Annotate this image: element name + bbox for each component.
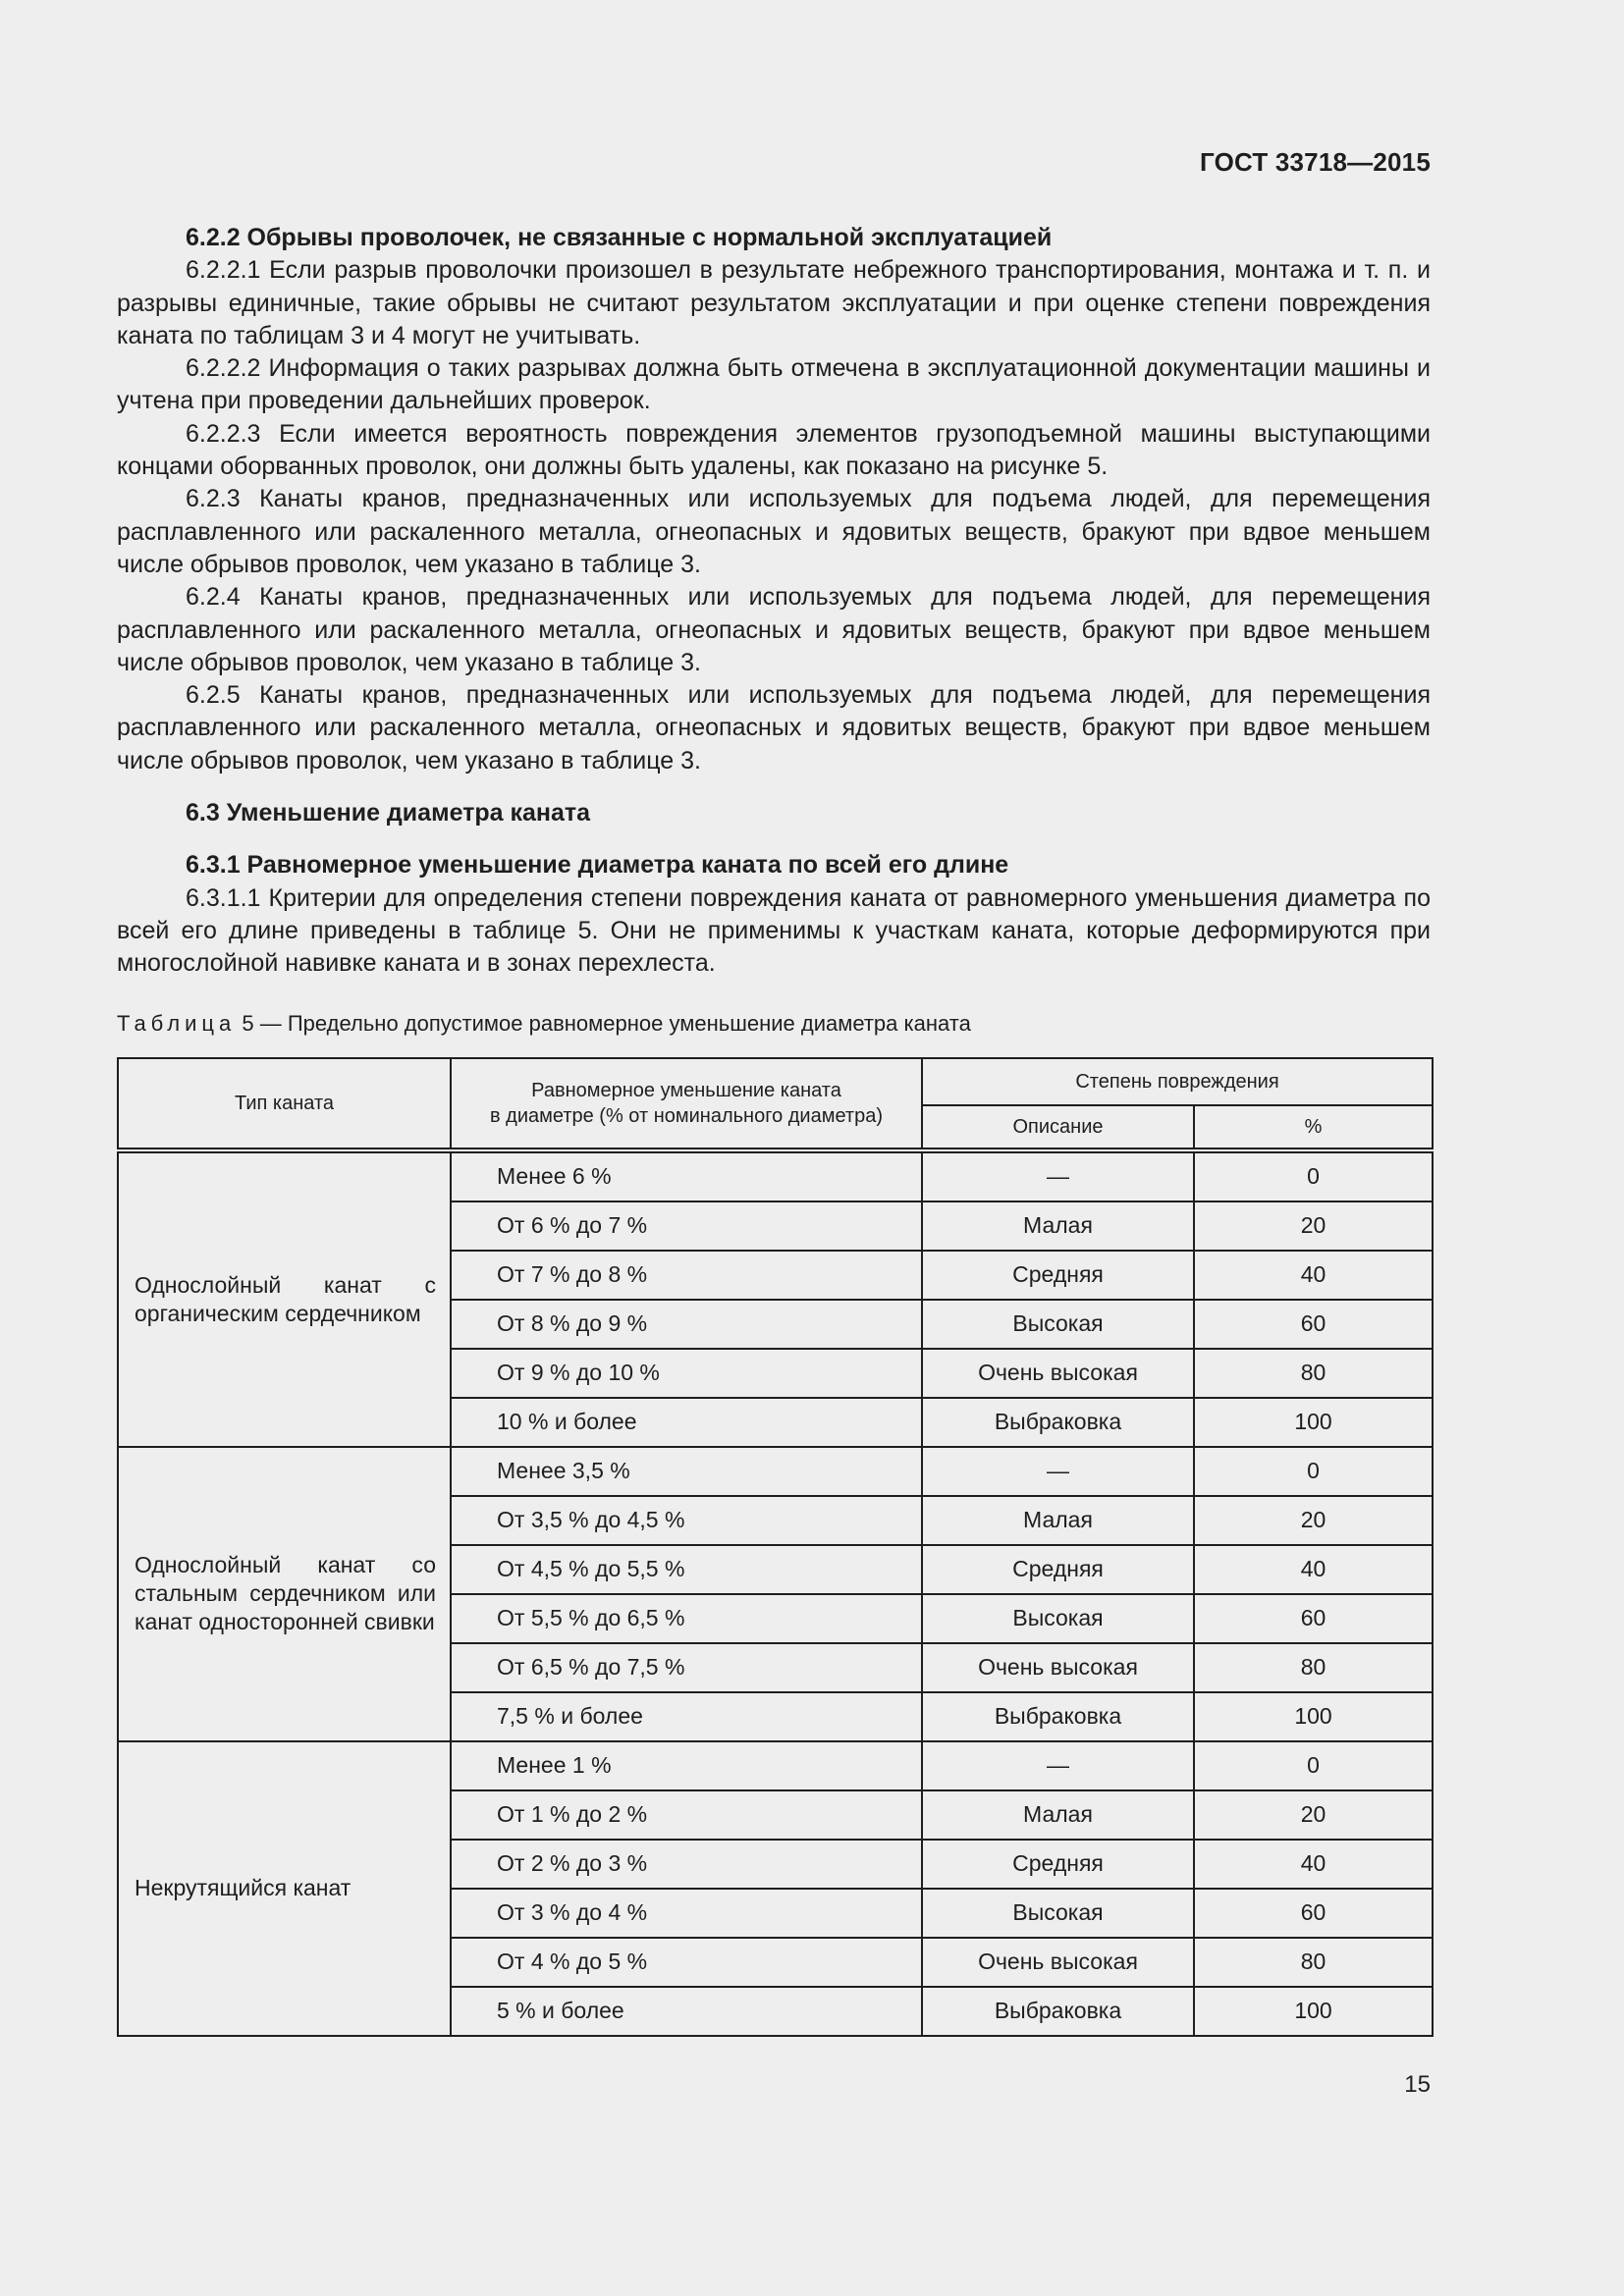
paragraph-6-2-2-2: 6.2.2.2 Информация о таких разрывах должна быть отмечена в эксплуатационной документации машины и учтена при проведении дальнейших проверок. (117, 354, 1431, 415)
percent-cell: 60 (1194, 1594, 1433, 1643)
header-percent: % (1194, 1105, 1433, 1150)
paragraph-6-2-3: 6.2.3 Канаты кранов, предназначенных или используемых для подъема людей, для перемещения расплавленного или раскаленного металла, огнеопасных и ядовитых веществ, бракуют при вдвое меньшем числе обрывов проволок, чем указано в таблице 3. (117, 485, 1431, 578)
range-cell: От 5,5 % до 6,5 % (451, 1594, 922, 1643)
percent-cell: 40 (1194, 1251, 1433, 1300)
header-damage-degree: Степень повреждения (922, 1058, 1433, 1105)
range-cell: 5 % и более (451, 1987, 922, 2036)
section-heading-6-3-1: 6.3.1 Равномерное уменьшение диаметра каната по всей его длине (186, 851, 1009, 880)
range-cell: Менее 1 % (451, 1741, 922, 1790)
paragraph-6-2-5: 6.2.5 Канаты кранов, предназначенных или используемых для подъема людей, для перемещения расплавленного или раскаленного металла, огнеопасных и ядовитых веществ, бракуют при вдвое меньшем числе обрывов проволок, чем указано в таблице 3. (117, 681, 1431, 774)
range-cell: От 4,5 % до 5,5 % (451, 1545, 922, 1594)
percent-cell: 0 (1194, 1741, 1433, 1790)
range-cell: От 2 % до 3 % (451, 1840, 922, 1889)
table-body (118, 1150, 1433, 2036)
description-cell: Малая (922, 1790, 1194, 1840)
diameter-reduction-table (117, 1057, 1434, 2037)
header-reduction-line1: Равномерное уменьшение каната (531, 1079, 841, 1101)
percent-cell: 60 (1194, 1889, 1433, 1938)
percent-cell: 20 (1194, 1790, 1433, 1840)
range-cell: От 3 % до 4 % (451, 1889, 922, 1938)
percent-cell: 80 (1194, 1643, 1433, 1692)
paragraph-6-2-4: 6.2.4 Канаты кранов, предназначенных или используемых для подъема людей, для перемещения расплавленного или раскаленного металла, огнеопасных и ядовитых веществ, бракуют при вдвое меньшем числе обрывов проволок, чем указано в таблице 3. (117, 583, 1431, 676)
range-cell: От 4 % до 5 % (451, 1938, 922, 1987)
range-cell: От 8 % до 9 % (451, 1300, 922, 1349)
section-heading-6-2-2: 6.2.2 Обрывы проволочек, не связанные с нормальной эксплуатацией (186, 224, 1053, 251)
table-row (118, 1741, 1433, 1790)
description-cell: Выбраковка (922, 1987, 1194, 2036)
header-rope-type: Тип каната (118, 1058, 451, 1150)
description-cell: Очень высокая (922, 1349, 1194, 1398)
paragraph-6-3-1-1: 6.3.1.1 Критерии для определения степени повреждения каната от равномерного уменьшения диаметра по всей его длине приведены в таблице 5. Они не применимы к участкам каната, которые деформируются при многослойной навивке каната и в зонах перехлеста. (117, 883, 1431, 978)
page-content (117, 222, 1431, 2037)
percent-cell: 0 (1194, 1150, 1433, 1201)
percent-cell: 20 (1194, 1496, 1433, 1545)
range-cell: 10 % и более (451, 1398, 922, 1447)
description-cell: Средняя (922, 1251, 1194, 1300)
range-cell: От 3,5 % до 4,5 % (451, 1496, 922, 1545)
description-cell: — (922, 1150, 1194, 1201)
range-cell: 7,5 % и более (451, 1692, 922, 1741)
range-cell: От 6 % до 7 % (451, 1201, 922, 1251)
table-caption (117, 1010, 1431, 1038)
description-cell: Высокая (922, 1300, 1194, 1349)
header-reduction-line2: в диаметре (% от номинального диаметра) (489, 1104, 883, 1127)
description-cell: Средняя (922, 1545, 1194, 1594)
table-row (118, 1150, 1433, 1201)
range-cell: От 9 % до 10 % (451, 1349, 922, 1398)
range-cell: Менее 3,5 % (451, 1447, 922, 1496)
section-heading-6-3: 6.3 Уменьшение диаметра каната (186, 799, 591, 828)
range-cell: От 6,5 % до 7,5 % (451, 1643, 922, 1692)
description-cell: Малая (922, 1201, 1194, 1251)
description-cell: Малая (922, 1496, 1194, 1545)
rope-type-cell: Однослойный канат с органическим сердечником (118, 1150, 451, 1447)
rope-type-cell: Однослойный канат со стальным сердечником или канат односторонней свивки (118, 1447, 451, 1741)
percent-cell: 40 (1194, 1545, 1433, 1594)
table-caption-text: 5 — Предельно допустимое равномерное уменьшение диаметра каната (242, 1010, 971, 1036)
description-cell: Средняя (922, 1840, 1194, 1889)
description-cell: — (922, 1741, 1194, 1790)
description-cell: Высокая (922, 1889, 1194, 1938)
table-row (118, 1447, 1433, 1496)
percent-cell: 80 (1194, 1349, 1433, 1398)
range-cell: Менее 6 % (451, 1150, 922, 1201)
range-cell: От 7 % до 8 % (451, 1251, 922, 1300)
header-description: Описание (922, 1105, 1194, 1150)
description-cell: Высокая (922, 1594, 1194, 1643)
percent-cell: 100 (1194, 1987, 1433, 2036)
page-number: 15 (1404, 2071, 1431, 2098)
paragraph-6-2-2-3: 6.2.2.3 Если имеется вероятность повреждения элементов грузоподъемной машины выступающими концами оборванных проволок, они должны быть удалены, как показано на рисунке 5. (117, 419, 1431, 481)
percent-cell: 80 (1194, 1938, 1433, 1987)
rope-type-cell: Некрутящийся канат (118, 1741, 451, 2036)
document-id-header: ГОСТ 33718—2015 (1200, 147, 1431, 177)
description-cell: Очень высокая (922, 1643, 1194, 1692)
table-caption-label: Таблица (117, 1010, 237, 1036)
header-reduction (451, 1058, 922, 1150)
percent-cell: 100 (1194, 1692, 1433, 1741)
description-cell: Выбраковка (922, 1692, 1194, 1741)
paragraph-6-2-2-1: 6.2.2.1 Если разрыв проволочки произошел в результате небрежного транспортирования, монтажа и т. п. и разрывы единичные, такие обрывы не считают результатом эксплуатации и при оценке степени повреждения каната по таблицам 3 и 4 могут не учитывать. (117, 256, 1431, 349)
percent-cell: 0 (1194, 1447, 1433, 1496)
range-cell: От 1 % до 2 % (451, 1790, 922, 1840)
percent-cell: 100 (1194, 1398, 1433, 1447)
percent-cell: 20 (1194, 1201, 1433, 1251)
percent-cell: 40 (1194, 1840, 1433, 1889)
percent-cell: 60 (1194, 1300, 1433, 1349)
description-cell: Очень высокая (922, 1938, 1194, 1987)
description-cell: Выбраковка (922, 1398, 1194, 1447)
description-cell: — (922, 1447, 1194, 1496)
